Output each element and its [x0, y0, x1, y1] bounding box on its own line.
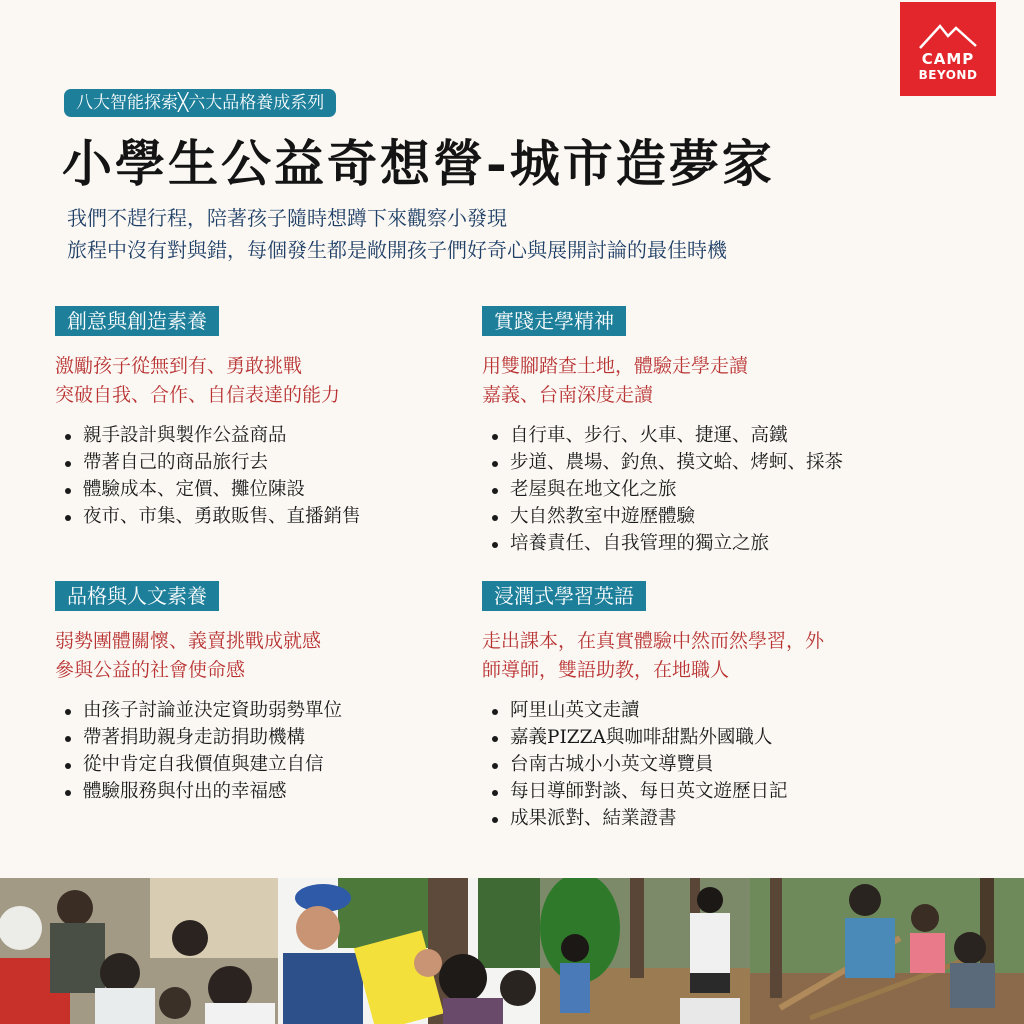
bullet-item: 體驗成本、定價、攤位陳設 [55, 476, 485, 503]
page-title: 小學生公益奇想營-城市造夢家 [62, 134, 775, 193]
section-character [55, 581, 485, 805]
camp-beyond-logo [900, 2, 996, 96]
bullet-item: 阿里山英文走讀 [482, 697, 912, 724]
lead-line: 弱勢團體關懷、義賣挑戰成就感 [55, 630, 322, 652]
subtitle [67, 202, 727, 266]
bullet-item: 培養責任、自我管理的獨立之旅 [482, 530, 912, 557]
section-lead [55, 627, 485, 685]
subtitle-line: 我們不趕行程，陪著孩子隨時想蹲下來觀察小發現 [67, 206, 507, 230]
logo-text-beyond: BEYOND [918, 68, 978, 82]
bullet-item: 成果派對、結業證書 [482, 805, 912, 832]
section-lead [482, 627, 912, 685]
bullet-item: 體驗服務與付出的幸福感 [55, 778, 485, 805]
section-practice-walking [482, 306, 912, 557]
photo-forest-leaves [540, 878, 750, 1024]
bullet-item: 自行車、步行、火車、捷運、高鐵 [482, 422, 912, 449]
subtitle-line: 旅程中沒有對與錯，每個發生都是敞開孩子們好奇心與展開討論的最佳時機 [67, 238, 727, 262]
bullet-item: 台南古城小小英文導覽員 [482, 751, 912, 778]
section-tag: 創意與創造素養 [55, 306, 219, 336]
bullet-item: 大自然教室中遊歷體驗 [482, 503, 912, 530]
lead-line: 激勵孩子從無到有、勇敢挑戰 [55, 355, 303, 377]
lead-line: 走出課本，在真實體驗中然而然學習，外 [482, 630, 825, 652]
bullet-item: 親手設計與製作公益商品 [55, 422, 485, 449]
section-english-immersion [482, 581, 912, 832]
bullet-item: 老屋與在地文化之旅 [482, 476, 912, 503]
bullet-list [482, 422, 912, 557]
bullet-item: 帶著自己的商品旅行去 [55, 449, 485, 476]
section-tag: 實踐走學精神 [482, 306, 626, 336]
lead-line: 師導師，雙語助教，在地職人 [482, 659, 730, 681]
lead-line: 參與公益的社會使命感 [55, 659, 246, 681]
series-tag: 八大智能探索╳六大品格養成系列 [64, 89, 336, 117]
section-lead [482, 352, 912, 410]
lead-line: 突破自我、合作、自信表達的能力 [55, 384, 341, 406]
bullet-item: 帶著捐助親身走訪捐助機構 [55, 724, 485, 751]
bullet-item: 嘉義PIZZA與咖啡甜點外國職人 [482, 724, 912, 751]
section-tag: 浸潤式學習英語 [482, 581, 646, 611]
bullet-item: 步道、農場、釣魚、摸文蛤、烤蚵、採茶 [482, 449, 912, 476]
section-tag: 品格與人文素養 [55, 581, 219, 611]
bullet-item: 夜市、市集、勇敢販售、直播銷售 [55, 503, 485, 530]
photo-kids-building [750, 878, 1024, 1024]
section-lead [55, 352, 485, 410]
logo-text-camp: CAMP [921, 50, 975, 68]
bullet-list [482, 697, 912, 832]
lead-line: 嘉義、台南深度走讀 [482, 384, 654, 406]
bullet-item: 每日導師對談、每日英文遊歷日記 [482, 778, 912, 805]
lead-line: 用雙腳踏查土地，體驗走學走讀 [482, 355, 749, 377]
bullet-list [55, 422, 485, 530]
photo-strip [0, 878, 1024, 1024]
bullet-item: 由孩子討論並決定資助弱勢單位 [55, 697, 485, 724]
bullet-list [55, 697, 485, 805]
bullet-item: 從中肯定自我價值與建立自信 [55, 751, 485, 778]
section-creativity [55, 306, 485, 530]
photo-kids-crafting [0, 878, 278, 1024]
mountain-icon [918, 20, 978, 50]
photo-group-outdoor [278, 878, 540, 1024]
